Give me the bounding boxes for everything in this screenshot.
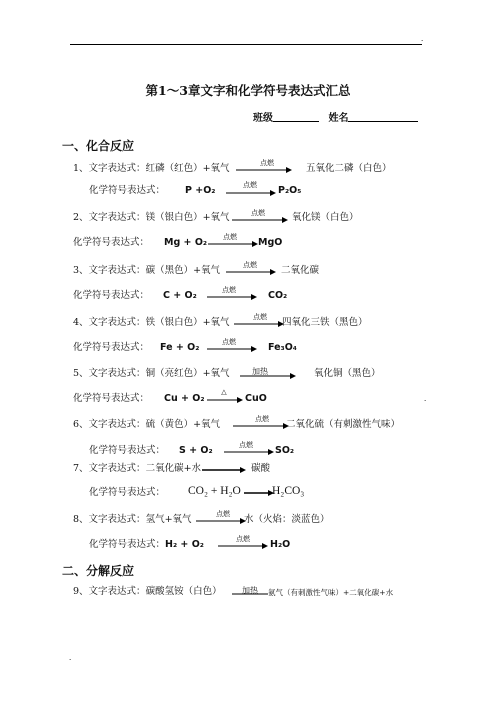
reaction-arrow [232,216,288,224]
reaction-4-formula-condition: 点燃 [222,338,236,346]
reaction-6-symbol-label: 化学符号表达式： [89,445,166,456]
reaction-1-formula-lhs: P +O₂ [185,185,216,196]
reaction-8-word: 8、文字表达式：氢气+氧气 [73,514,192,525]
reaction-1-product: 五氧化二磷（白色） [306,163,392,174]
reaction-arrow [234,320,284,328]
reaction-4-symbol-label: 化学符号表达式： [73,342,150,353]
reaction-3-product: 二氧化碳 [281,265,320,276]
class-blank[interactable] [273,111,319,122]
reaction-1-condition: 点燃 [260,159,274,167]
reaction-arrow [196,517,246,525]
reaction-6-formula-rhs: SO₂ [275,445,295,456]
reaction-8-formula-condition: 点燃 [236,535,250,543]
reaction-8-product: 水（火焰：淡蓝色） [244,514,330,525]
reaction-arrow [202,466,246,474]
reaction-2-formula-condition: 点燃 [223,233,237,241]
reaction-arrow [207,293,257,301]
reaction-arrow [218,542,268,550]
reaction-3-condition: 点燃 [243,261,257,269]
reaction-9-word: 9、文字表达式：碳酸氢铵（白色） [73,586,222,597]
reaction-arrow [226,268,276,276]
reaction-6-product: 二氧化硫（有刺激性气味） [286,419,401,430]
reaction-3-word: 3、文字表达式：碳（黑色）+氧气 [73,265,221,276]
reaction-arrow [240,372,296,380]
reaction-arrow [236,166,292,174]
reaction-1-formula-rhs: P₂O₅ [278,185,302,196]
reaction-3-formula-condition: 点燃 [222,286,236,294]
reaction-4-formula-lhs: Fe + O₂ [160,342,200,353]
reaction-9-condition: 加热 [242,586,258,595]
reaction-4-word: 4、文字表达式：铁（银白色）+氧气 [73,317,230,328]
reaction-7-product: 碳酸 [251,463,271,474]
reaction-7-symbol-label: 化学符号表达式： [89,487,166,498]
footer-dot: . [69,654,72,662]
reaction-5-symbol-label: 化学符号表达式： [73,393,150,404]
reaction-arrow [208,240,258,248]
reaction-5-word: 5、文字表达式：铜（亮红色）+氧气 [73,368,230,379]
reaction-3-symbol-label: 化学符号表达式： [73,290,150,301]
reaction-arrow [207,396,243,404]
reaction-8-formula-lhs: H₂ + O₂ [165,539,204,550]
reaction-4-product: 四氧化三铁（黑色） [282,317,368,328]
reaction-arrow [232,591,268,597]
name-label: 姓名 [328,113,349,124]
reaction-2-product: 氧化镁（白色） [292,212,359,223]
reaction-5-product: 氧化铜（黑色） [314,368,381,379]
reaction-2-formula-rhs: MgO [258,237,283,248]
reaction-arrow [233,422,289,430]
reaction-2-condition: 点燃 [251,209,265,217]
reaction-7-word: 7、文字表达式：二氧化碳+水 [73,463,202,474]
reaction-1-word: 1、文字表达式：红磷（红色）+氧气 [73,163,230,174]
reaction-8-formula-rhs: H₂O [270,539,291,550]
reaction-arrow [207,345,257,353]
reaction-5-formula-lhs: Cu + O₂ [164,393,205,404]
section-heading-combination: 一、化合反应 [62,139,135,153]
reaction-7-formula-lhs: CO₂ + H₂O [188,485,241,497]
header-rule [70,44,422,45]
reaction-6-word: 6、文字表达式：硫（黄色）+氧气 [73,419,221,430]
class-label: 班级 [253,113,273,124]
reaction-6-formula-lhs: S + O₂ [179,445,213,456]
reaction-3-formula-rhs: CO₂ [268,290,288,301]
reaction-arrow [226,189,276,197]
reaction-7-formula-rhs: H₂CO₃ [272,485,305,497]
reaction-5-formula-rhs: CuO [245,393,267,404]
reaction-arrow [224,448,274,456]
reaction-2-symbol-label: 化学符号表达式： [73,237,150,248]
reaction-6-condition: 点燃 [255,415,269,423]
reaction-8-condition: 点燃 [216,510,230,518]
class-name-row [253,109,418,124]
reaction-3-formula-lhs: C + O₂ [163,290,197,301]
reaction-2-word: 2、文字表达式：镁（银白色）+氧气 [73,212,230,223]
section-heading-decomposition: 二、分解反应 [62,564,135,578]
reaction-9-product: 氨气（有刺激性气味）+二氧化碳+水 [268,588,394,597]
reaction-1-symbol-label: 化学符号表达式： [89,185,166,196]
reaction-arrow [244,489,274,497]
margin-dot: . [424,395,427,403]
reaction-5-condition: 加热 [252,367,268,376]
reaction-1-formula-condition: 点燃 [243,181,257,189]
reaction-8-symbol-label: 化学符号表达式：H₂ + O₂ [89,539,204,550]
reaction-4-formula-rhs: Fe₃O₄ [268,342,297,353]
reaction-6-formula-condition: 点燃 [239,441,253,449]
reaction-2-formula-lhs: Mg + O₂ [164,237,208,248]
page-title: 第1～3章文字和化学符号表达式汇总 [145,83,351,98]
name-blank[interactable] [348,111,418,122]
reaction-4-condition: 点燃 [253,313,267,321]
reaction-5-formula-condition: △ [221,388,227,396]
header-dot: . [421,35,424,43]
